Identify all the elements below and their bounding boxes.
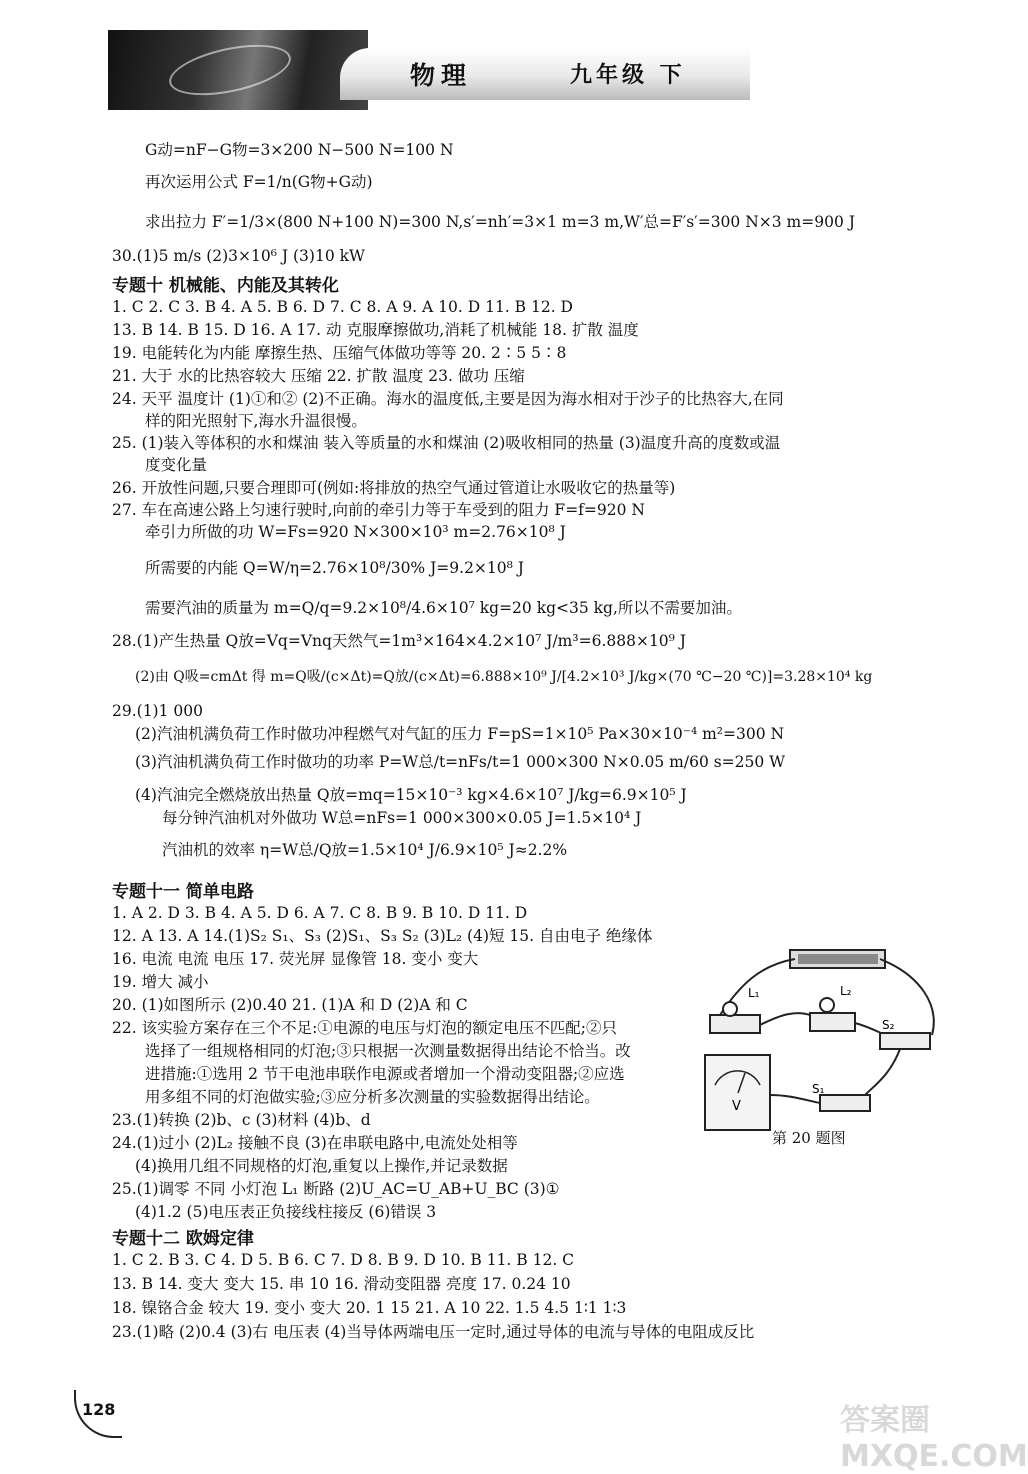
lamp-l1-icon <box>710 1015 760 1033</box>
answer-line: 选择了一组规格相同的灯泡;③只根据一次测量数据得出结论不恰当。改 <box>145 1042 631 1060</box>
answer-line: 16. 电流 电流 电压 17. 荧光屏 显像管 18. 变小 变大 <box>112 950 479 968</box>
label-l1: L₁ <box>748 986 760 1000</box>
answer-line: 28.(1)产生热量 Q放=Vq=Vnq天然气=1m³×164×4.2×10⁷ J/m³=6.888×10⁹ J <box>112 632 687 650</box>
switch-s1-icon <box>820 1095 870 1111</box>
text-line: 求出拉力 F′=1/3×(800 N+100 N)=300 N,s′=nh′=3×1 m=3 m,W′总=F′s′=300 N×3 m=900 J <box>145 213 855 231</box>
header-grade: 九年级 下 <box>570 63 686 88</box>
text-line: G动=nF−G物=3×200 N−500 N=100 N <box>145 141 454 159</box>
label-v: V <box>732 1099 741 1114</box>
answer-line: 1. A 2. D 3. B 4. A 5. D 6. A 7. C 8. B 9. B 10. D 11. D <box>112 904 528 922</box>
text-line: 再次运用公式 F=1/n(G物+G动) <box>145 173 373 191</box>
answer-line: (4)1.2 (5)电压表正负接线柱接反 (6)错误 3 <box>135 1203 437 1221</box>
answer-line: 需要汽油的质量为 m=Q/q=9.2×10⁸/4.6×10⁷ kg=20 kg<35 kg,所以不需要加油。 <box>145 599 742 617</box>
answer-line: 25. (1)装入等体积的水和煤油 装入等质量的水和煤油 (2)吸收相同的热量 (3)温度升高的度数或温 <box>112 434 781 452</box>
answer-line: 用多组不同的灯泡做实验;③应分析多次测量的实验数据得出结论。 <box>145 1088 600 1106</box>
figure-caption: 第 20 题图 <box>772 1129 846 1147</box>
answer-line: 1. C 2. B 3. C 4. D 5. B 6. C 7. D 8. B 9. D 10. B 11. B 12. C <box>112 1251 575 1269</box>
switch-s2-icon <box>880 1033 930 1049</box>
header-subject: 物理 <box>410 61 473 90</box>
text-line: 30.(1)5 m/s (2)3×10⁶ J (3)10 kW <box>112 247 365 265</box>
answer-line: 23.(1)转换 (2)b、c (3)材料 (4)b、d <box>112 1111 371 1129</box>
answer-line: 汽油机的效率 η=W总/Q放=1.5×10⁴ J/6.9×10⁵ J≈2.2% <box>162 841 568 859</box>
answer-line: 19. 电能转化为内能 摩擦生热、压缩气体做功等等 20. 2∶5 5∶8 <box>112 344 567 362</box>
answer-line: 21. 大于 水的比热容较大 压缩 22. 扩散 温度 23. 做功 压缩 <box>112 367 525 385</box>
section-title: 专题十 机械能、内能及其转化 <box>112 276 339 296</box>
answer-line: 12. A 13. A 14.(1)S₂ S₁、S₃ (2)S₁、S₃ S₂ (3)L₂ (4)短 15. 自由电子 绝缘体 <box>112 927 653 945</box>
answer-line: 25.(1)调零 不同 小灯泡 L₁ 断路 (2)U_AC=U_AB+U_BC (3)① <box>112 1180 560 1198</box>
watermark: 答案圈 MXQE.COM <box>840 1403 1028 1474</box>
answer-line: 样的阳光照射下,海水升温很慢。 <box>145 412 367 430</box>
answer-line: 所需要的内能 Q=W/η=2.76×10⁸/30% J=9.2×10⁸ J <box>145 559 525 577</box>
answer-line: 13. B 14. 变大 变大 15. 串 10 16. 滑动变阻器 亮度 17. 0.24 10 <box>112 1275 571 1293</box>
answer-line: 13. B 14. B 15. D 16. A 17. 动 克服摩擦做功,消耗了机械能 18. 扩散 温度 <box>112 321 639 339</box>
answer-line: 23.(1)略 (2)0.4 (3)右 电压表 (4)当导体两端电压一定时,通过导体的电流与导体的电阻成反比 <box>112 1323 755 1341</box>
answer-line: 24. 天平 温度计 (1)①和② (2)不正确。海水的温度低,主要是因为海水相对于沙子的比热容大,在同 <box>112 390 784 408</box>
answer-line: 1. C 2. C 3. B 4. A 5. B 6. D 7. C 8. A 9. A 10. D 11. B 12. D <box>112 298 573 316</box>
header-photo <box>108 30 368 110</box>
answer-line: (3)汽油机满负荷工作时做功的功率 P=W总/t=nFs/t=1 000×300 N×0.05 m/60 s=250 W <box>135 753 786 771</box>
answer-line: (4)汽油完全燃烧放出热量 Q放=mq=15×10⁻³ kg×4.6×10⁷ J/kg=6.9×10⁵ J <box>135 786 687 804</box>
circuit-figure <box>700 945 945 1145</box>
answer-line: (2)由 Q吸=cmΔt 得 m=Q吸/(c×Δt)=Q放/(c×Δt)=6.888×10⁹ J/[4.2×10³ J/kg×(70 ℃−20 ℃)]=3.28×10⁴ kg <box>135 669 873 685</box>
answer-line: 29.(1)1 000 <box>112 702 203 720</box>
answer-line: (2)汽油机满负荷工作时做功冲程燃气对气缸的压力 F=pS=1×10⁵ Pa×30×10⁻⁴ m²=300 N <box>135 725 785 743</box>
header-band <box>340 48 750 100</box>
lamp-l2-icon <box>810 1013 855 1031</box>
answer-line: 18. 镍铬合金 较大 19. 变小 变大 20. 1 15 21. A 10 22. 1.5 4.5 1∶1 1∶3 <box>112 1299 627 1317</box>
answer-line: 20. (1)如图所示 (2)0.40 21. (1)A 和 D (2)A 和 C <box>112 996 468 1014</box>
answer-line: 度变化量 <box>145 456 208 474</box>
answer-line: 22. 该实验方案存在三个不足:①电源的电压与灯泡的额定电压不匹配;②只 <box>112 1019 618 1037</box>
answer-line: 牵引力所做的功 W=Fs=920 N×300×10³ m=2.76×10⁸ J <box>145 523 566 541</box>
answer-line: 19. 增大 减小 <box>112 973 209 991</box>
page-number: 128 <box>82 1400 116 1419</box>
label-s1: S₁ <box>812 1082 825 1096</box>
answer-line: 每分钟汽油机对外做功 W总=nFs=1 000×300×0.05 J=1.5×10⁴ J <box>162 809 642 827</box>
answer-line: 26. 开放性问题,只要合理即可(例如:将排放的热空气通过管道让水吸收它的热量等) <box>112 479 676 497</box>
section-title: 专题十一 简单电路 <box>112 882 254 902</box>
answer-line: 24.(1)过小 (2)L₂ 接触不良 (3)在串联电路中,电流处处相等 <box>112 1134 518 1152</box>
answer-line: 27. 车在高速公路上匀速行驶时,向前的牵引力等于车受到的阻力 F=f=920 N <box>112 501 645 519</box>
label-s2: S₂ <box>882 1018 895 1032</box>
answer-line: (4)换用几组不同规格的灯泡,重复以上操作,并记录数据 <box>135 1157 508 1175</box>
label-l2: L₂ <box>840 984 852 998</box>
answer-line: 进措施:①选用 2 节干电池串联作电源或者增加一个滑动变阻器;②应选 <box>145 1065 625 1083</box>
section-title: 专题十二 欧姆定律 <box>112 1229 254 1249</box>
